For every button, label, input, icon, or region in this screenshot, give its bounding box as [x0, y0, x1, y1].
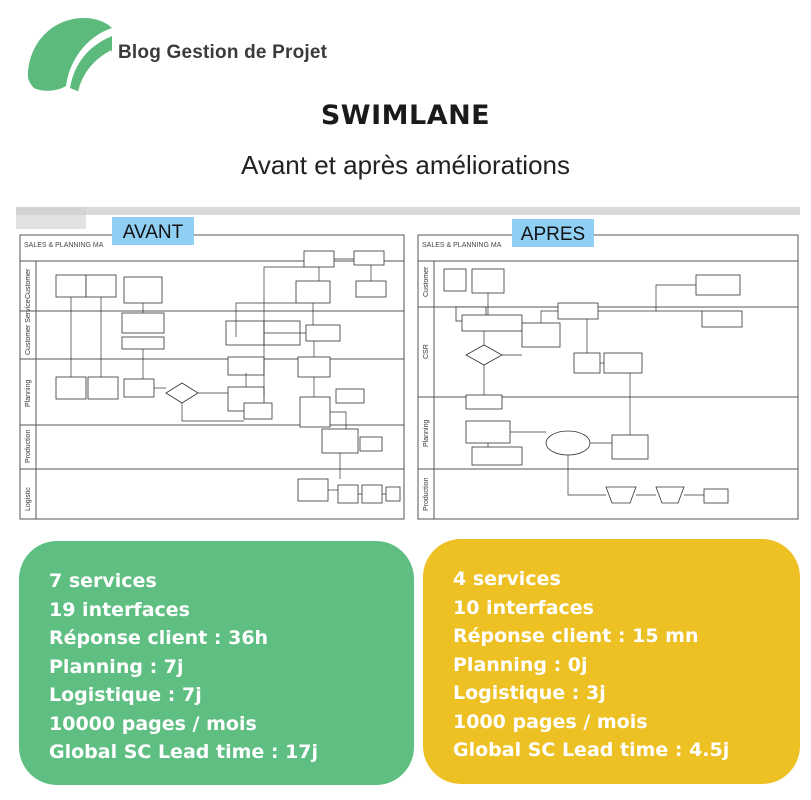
before-frame-title: SALES & PLANNING MA — [24, 242, 104, 249]
metric-item: Planning : 0j — [453, 653, 588, 676]
before-lane-label: Customer Service — [25, 299, 32, 355]
blog-logo-icon — [22, 14, 114, 96]
after-metrics-card — [423, 539, 800, 784]
before-lane-label: Customer — [25, 268, 32, 299]
before-lane-label: Production — [25, 429, 32, 463]
after-lane-label: Planning — [423, 419, 430, 447]
after-metrics-list — [453, 565, 729, 765]
after-diagram — [418, 219, 798, 519]
page-subtitle: Avant et après améliorations — [240, 150, 571, 180]
metric-item: 7 services — [49, 570, 157, 592]
metric-item: Logistique : 7j — [49, 684, 202, 706]
metric-item: 19 interfaces — [49, 598, 190, 621]
metric-item: Réponse client : 15 mn — [453, 625, 699, 647]
page-title: SWIMLANE — [320, 100, 491, 131]
before-metrics-card — [19, 541, 414, 785]
after-frame-title: SALES & PLANNING MA — [422, 242, 502, 249]
before-lane-label: Planning — [25, 379, 32, 407]
metric-item: 10 interfaces — [453, 596, 594, 619]
after-lane-label: Production — [423, 477, 430, 511]
metric-item: Global SC Lead time : 17j — [49, 741, 319, 763]
metric-item: Planning : 7j — [49, 655, 184, 678]
before-lane-label: Logistic — [25, 487, 32, 511]
metric-item: Réponse client : 36h — [49, 627, 269, 649]
metric-item: 1000 pages / mois — [453, 710, 648, 733]
metric-item: 10000 pages / mois — [49, 712, 257, 735]
metric-item: 4 services — [453, 568, 561, 590]
after-label: APRES — [520, 224, 586, 245]
before-diagram — [20, 217, 404, 519]
before-label: AVANT — [122, 222, 184, 243]
after-lane-label: CSR — [423, 344, 430, 359]
metric-item: Global SC Lead time : 4.5j — [453, 739, 730, 761]
before-metrics-list — [49, 567, 318, 767]
brand-name: Blog Gestion de Projet — [118, 42, 328, 63]
after-lane-label: Customer — [423, 266, 430, 297]
metric-item: Logistique : 3j — [453, 682, 606, 704]
swimlane-diagrams — [16, 207, 800, 525]
